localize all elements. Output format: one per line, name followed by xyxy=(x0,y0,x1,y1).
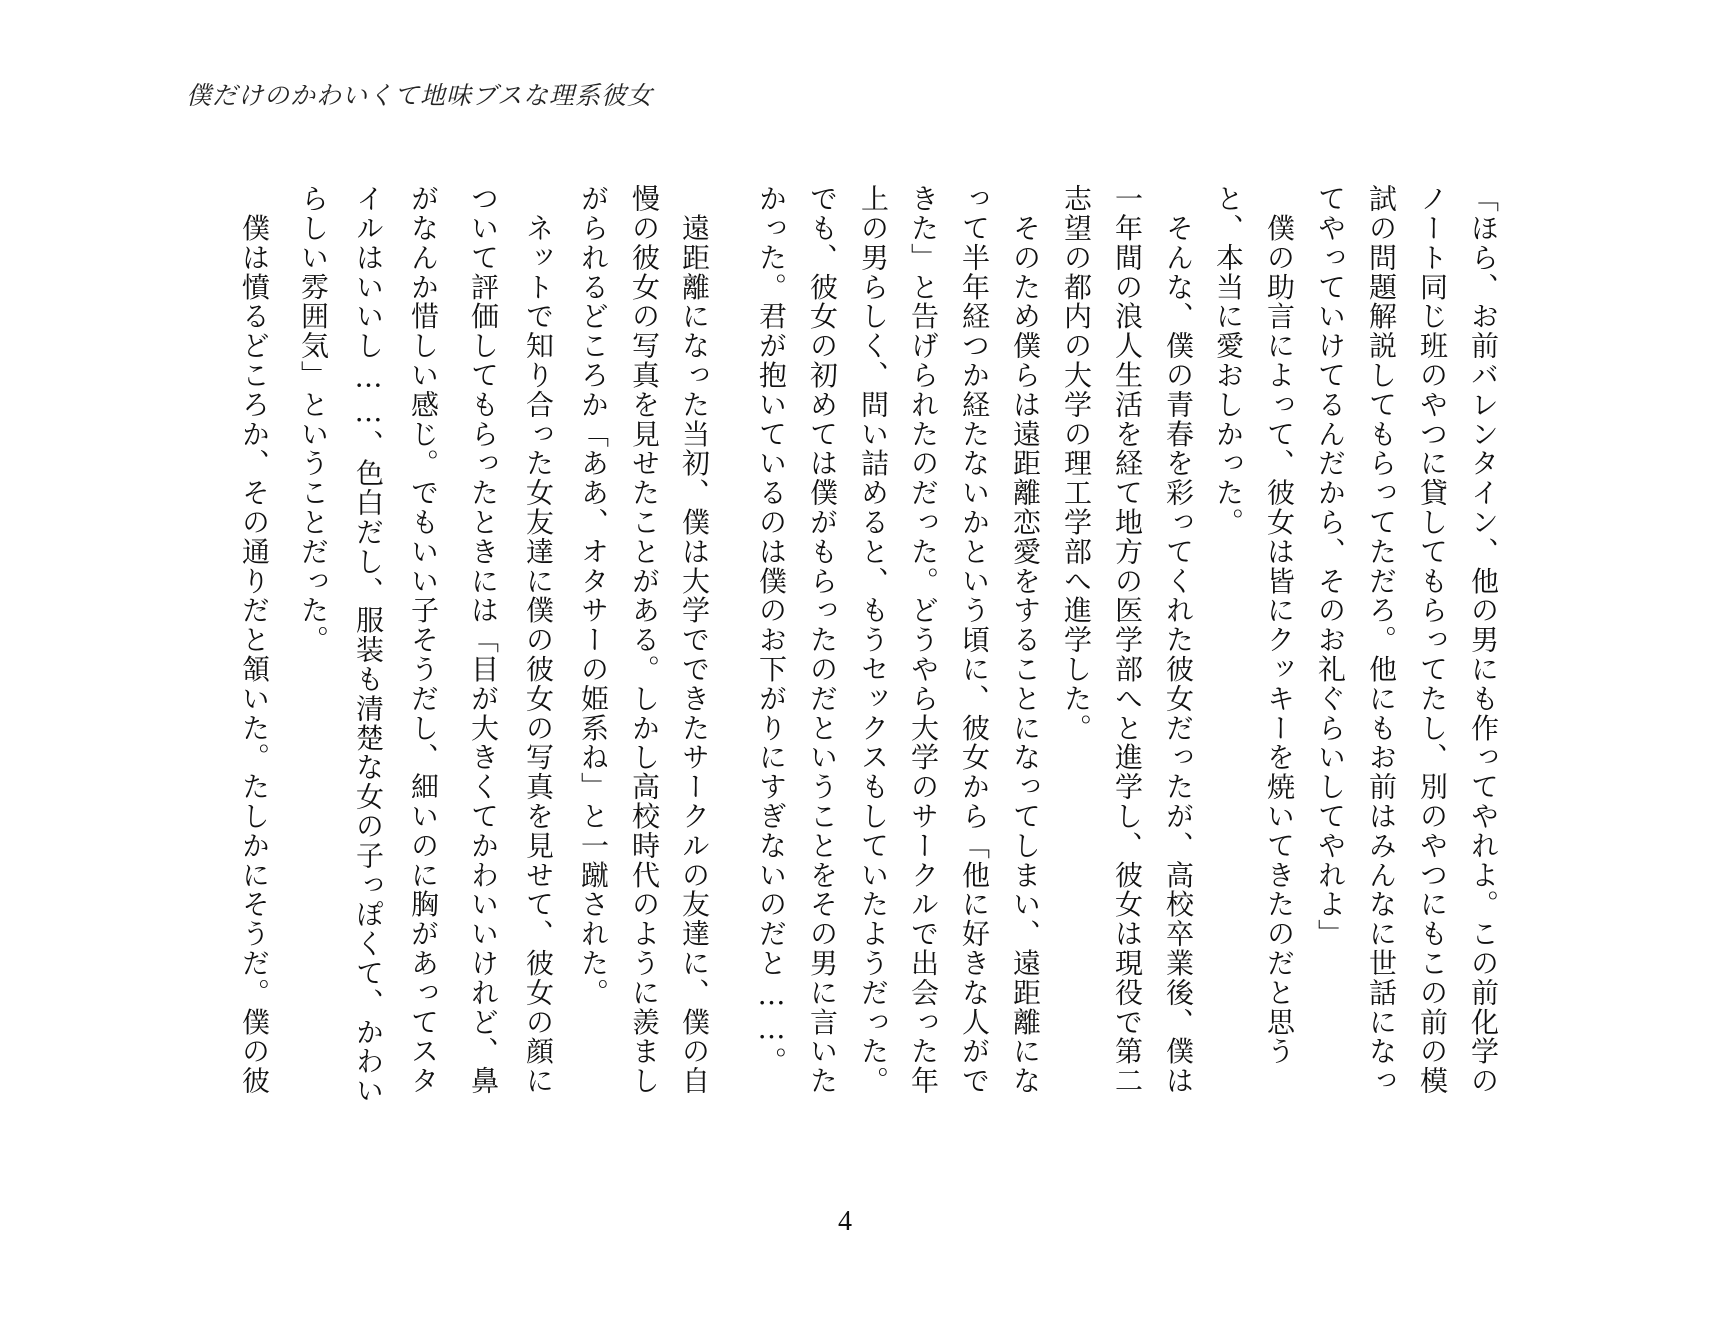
text-column: でも、彼女の初めては僕がもらったのだということをその男に言いた xyxy=(806,184,839,1096)
text-column: そのため僕らは遠距離恋愛をすることになってしまい、遠距離にな xyxy=(1009,184,1042,1096)
text-column: って半年経つか経たないかという頃に、彼女から「他に好きな人がで xyxy=(958,184,991,1096)
text-column: 志望の都内の大学の理工学部へ進学した。 xyxy=(1060,184,1093,743)
text-column: イルはいいし……、色白だし、服装も清楚な女の子っぽくて、かわい xyxy=(352,184,385,1106)
page-number: 4 xyxy=(838,1206,852,1237)
text-column: 僕は憤るどころか、その通りだと頷いた。たしかにそうだ。僕の彼 xyxy=(238,184,271,1096)
text-column: と、本当に愛おしかった。 xyxy=(1212,184,1245,537)
text-column: 上の男らしく、問い詰めると、もうセックスもしていたようだった。 xyxy=(857,184,890,1096)
text-column: がられるどころか「ああ、オタサーの姫系ね」と一蹴された。 xyxy=(577,184,610,1008)
text-column: かった。君が抱いているのは僕のお下がりにすぎないのだと……。 xyxy=(755,184,788,1076)
text-column: 遠距離になった当初、僕は大学でできたサークルの友達に、僕の自 xyxy=(678,184,711,1096)
text-column: ネットで知り合った女友達に僕の彼女の写真を見せて、彼女の顔に xyxy=(522,184,555,1096)
text-column: 僕の助言によって、彼女は皆にクッキーを焼いてきたのだと思う xyxy=(1263,184,1296,1066)
text-column: ノート同じ班のやつに貸してもらってたし、別のやつにもこの前の模 xyxy=(1416,184,1449,1096)
text-column: 試の問題解説してもらってただろ。他にもお前はみんなに世話になっ xyxy=(1365,184,1398,1096)
text-column: 慢の彼女の写真を見せたことがある。しかし高校時代のように羨まし xyxy=(628,184,661,1096)
text-column: がなんか惜しい感じ。でもいい子そうだし、細いのに胸があってスタ xyxy=(407,184,440,1096)
text-column: 一年間の浪人生活を経て地方の医学部へと進学し、彼女は現役で第二 xyxy=(1111,184,1144,1096)
text-column: きた」と告げられたのだった。どうやら大学のサークルで出会った年 xyxy=(907,184,940,1096)
text-column: ついて評価してもらったときには「目が大きくてかわいいけれど、鼻 xyxy=(467,184,500,1096)
running-header-title: 僕だけのかわいくて地味ブスな理系彼女 xyxy=(186,81,654,110)
text-column: てやっていけてるんだから、そのお礼ぐらいしてやれよ」 xyxy=(1314,184,1347,949)
text-column: そんな、僕の青春を彩ってくれた彼女だったが、高校卒業後、僕は xyxy=(1162,184,1195,1096)
text-column: 「ほら、お前バレンタイン、他の男にも作ってやれよ。この前化学の xyxy=(1467,184,1500,1096)
text-column: らしい雰囲気」ということだった。 xyxy=(297,184,330,655)
